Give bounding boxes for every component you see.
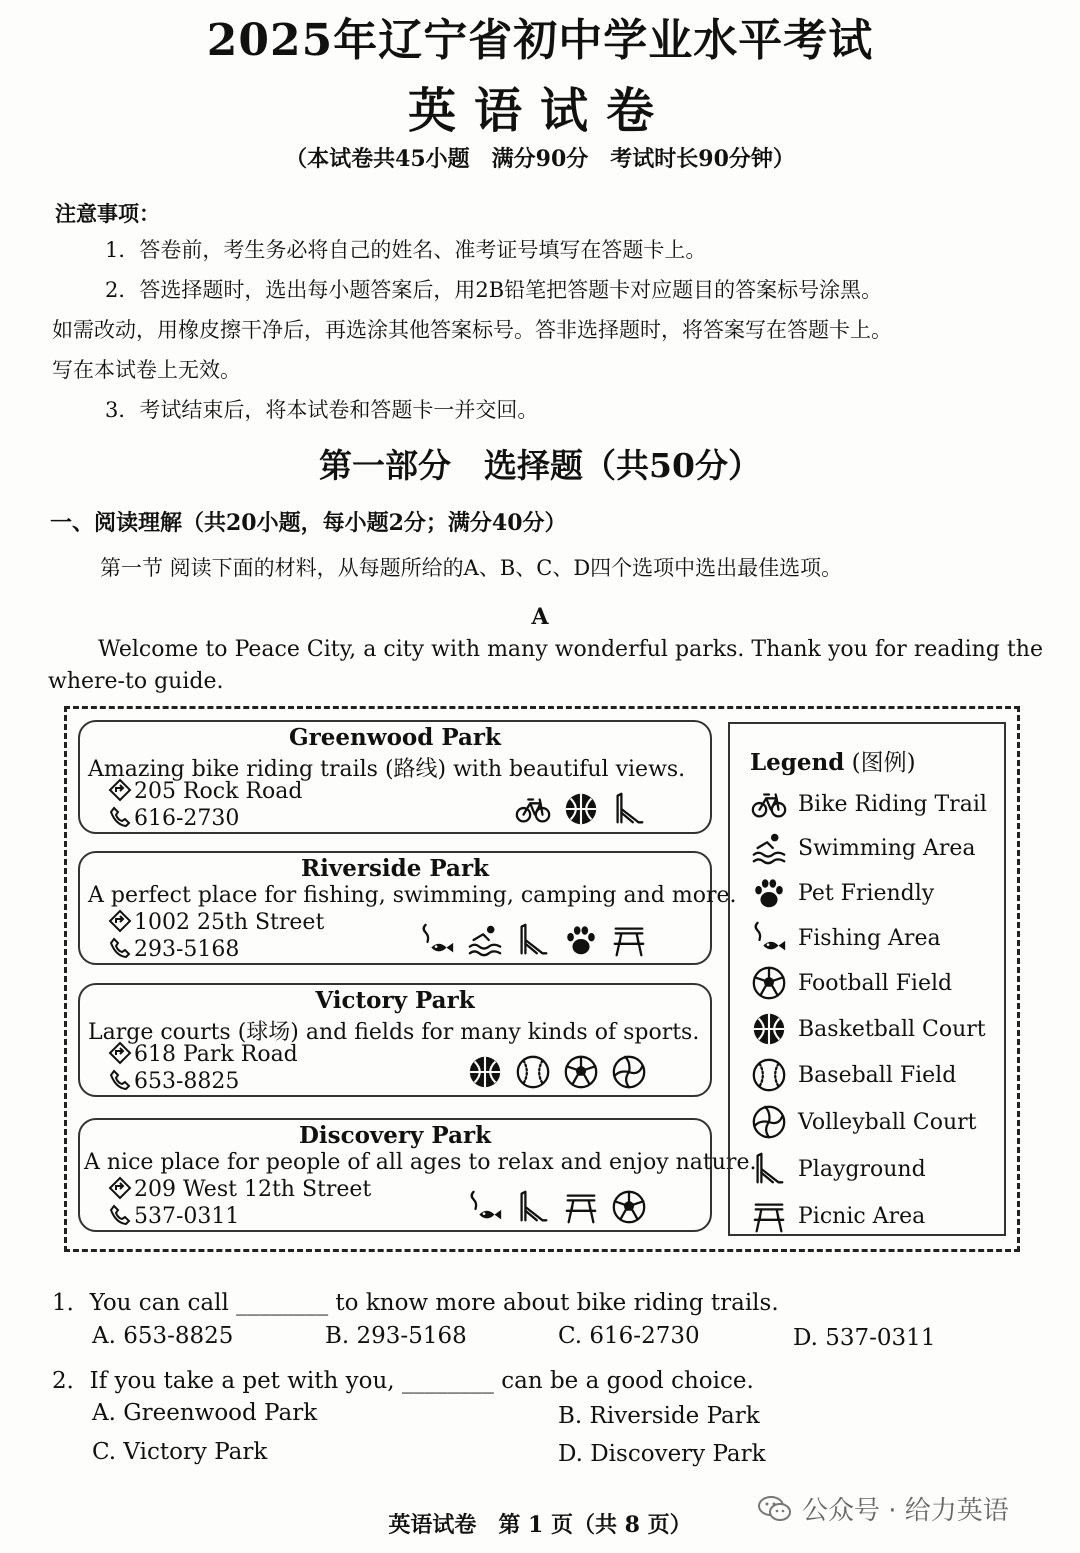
park-description: A nice place for people of all ages to relax and enjoy nature. [84, 1150, 757, 1175]
exam-title: 2025年辽宁省初中学业水平考试 [206, 15, 874, 66]
phone-icon [108, 1203, 132, 1227]
legend-item: Picnic Area [750, 1196, 925, 1236]
baseball-icon [750, 1056, 788, 1094]
question-2-option-a: A. Greenwood Park [92, 1400, 318, 1426]
watermark: 公众号 · 给力英语 [758, 1490, 1009, 1527]
fishing-icon [418, 921, 456, 959]
legend-item: Playground [750, 1149, 926, 1189]
volleyball-icon [610, 1053, 648, 1091]
legend-item: Basketball Court [750, 1009, 986, 1049]
swimming-icon [466, 921, 504, 959]
notice-item-3: 3．考试结束后，将本试卷和答题卡一并交回。 [105, 398, 539, 422]
park-card [78, 720, 712, 834]
legend-title: Legend (图例) [750, 749, 916, 776]
baseball-icon [514, 1053, 552, 1091]
legend-item: Fishing Area [750, 918, 941, 958]
notice-item-2: 2．答选择题时，选出每小题答案后，用2B铅笔把答题卡对应题目的答案标号涂黑。 [105, 278, 883, 302]
playground-icon [514, 1188, 552, 1226]
direction-icon [108, 778, 132, 802]
page-footer: 英语试卷 第 1 页（共 8 页） [388, 1512, 692, 1538]
pet-icon [750, 874, 788, 912]
swimming-icon [750, 829, 788, 867]
bike-icon [750, 785, 788, 823]
football-icon [610, 1188, 648, 1226]
question-2-option-d: D. Discovery Park [558, 1441, 766, 1467]
park-phone: 537-0311 [108, 1203, 239, 1229]
part-heading: 第一部分 选择题（共50分） [319, 446, 761, 485]
park-name: Riverside Park [300, 855, 489, 882]
fishing-icon [750, 919, 788, 957]
phone-icon [108, 805, 132, 829]
wechat-icon [758, 1495, 792, 1523]
subject-title: 英语试卷 [407, 83, 672, 139]
park-description: A perfect place for fishing, swimming, camping and more. [88, 883, 737, 908]
playground-icon [514, 921, 552, 959]
section-instruction: 第一节 阅读下面的材料，从每题所给的A、B、C、D四个选项中选出最佳选项。 [100, 556, 843, 580]
passage-intro: Welcome to Peace City, a city with many wonderful parks. Thank you for reading the where-to guide. [48, 637, 1043, 694]
exam-info: （本试卷共45小题 满分90分 考试时长90分钟） [285, 146, 795, 172]
picnic-icon [750, 1197, 788, 1235]
picnic-icon [562, 1188, 600, 1226]
park-name: Greenwood Park [289, 724, 501, 751]
direction-icon [108, 1041, 132, 1065]
playground-icon [610, 790, 648, 828]
notice-item-1: 1．答卷前，考生务必将自己的姓名、准考证号填写在答题卡上。 [105, 238, 707, 262]
park-name: Discovery Park [298, 1122, 492, 1149]
question-1-option-a: A. 653-8825 [92, 1323, 234, 1349]
notice-item-2-cont: 如需改动，用橡皮擦干净后，再选涂其他答案标号。答非选择题时，将答案写在答题卡上。 [52, 318, 892, 342]
phone-icon [108, 1068, 132, 1092]
park-phone: 653-8825 [108, 1068, 239, 1094]
park-name: Victory Park [315, 987, 475, 1014]
basketball-icon [750, 1010, 788, 1048]
notice-item-2-end: 写在本试卷上无效。 [52, 358, 241, 382]
legend-box [728, 722, 1006, 1236]
phone-icon [108, 936, 132, 960]
legend-item: Football Field [750, 963, 952, 1003]
park-description: Amazing bike riding trails (路线) with beautiful views. [88, 757, 686, 782]
football-icon [562, 1053, 600, 1091]
park-card [78, 851, 737, 965]
basketball-icon [466, 1053, 504, 1091]
legend-item: Baseball Field [750, 1055, 956, 1095]
pet-icon [562, 921, 600, 959]
legend-item: Bike Riding Trail [750, 784, 987, 824]
picnic-icon [610, 921, 648, 959]
park-address: 205 Rock Road [108, 778, 302, 804]
legend-item: Swimming Area [750, 828, 975, 868]
question-2-option-c: C. Victory Park [92, 1439, 268, 1465]
legend-item: Pet Friendly [750, 873, 934, 913]
question-2-stem: 2．If you take a pet with you, ________ can be a good choice. [52, 1368, 754, 1394]
park-phone: 616-2730 [108, 805, 239, 831]
question-2-option-b: B. Riverside Park [558, 1403, 760, 1429]
question-1-option-d: D. 537-0311 [793, 1325, 936, 1351]
park-address: 1002 25th Street [108, 909, 324, 935]
legend-item: Volleyball Court [750, 1102, 977, 1142]
park-address: 209 West 12th Street [108, 1176, 371, 1202]
question-1-option-c: C. 616-2730 [558, 1323, 700, 1349]
football-icon [750, 964, 788, 1002]
bike-icon [514, 790, 552, 828]
passage-label: A [531, 604, 549, 630]
park-address: 618 Park Road [108, 1041, 298, 1067]
direction-icon [108, 1176, 132, 1200]
question-1-stem: 1．You can call ________ to know more about bike riding trails. [52, 1290, 779, 1316]
park-card [78, 1118, 757, 1232]
park-card [78, 983, 712, 1097]
basketball-icon [562, 790, 600, 828]
fishing-icon [466, 1188, 504, 1226]
park-description: Large courts (球场) and fields for many kinds of sports. [88, 1020, 700, 1045]
question-1-option-b: B. 293-5168 [325, 1323, 467, 1349]
park-phone: 293-5168 [108, 936, 239, 962]
playground-icon [750, 1150, 788, 1188]
volleyball-icon [750, 1103, 788, 1141]
direction-icon [108, 909, 132, 933]
notice-heading: 注意事项： [55, 201, 160, 226]
section-heading: 一、阅读理解（共20小题，每小题2分；满分40分） [50, 510, 567, 536]
